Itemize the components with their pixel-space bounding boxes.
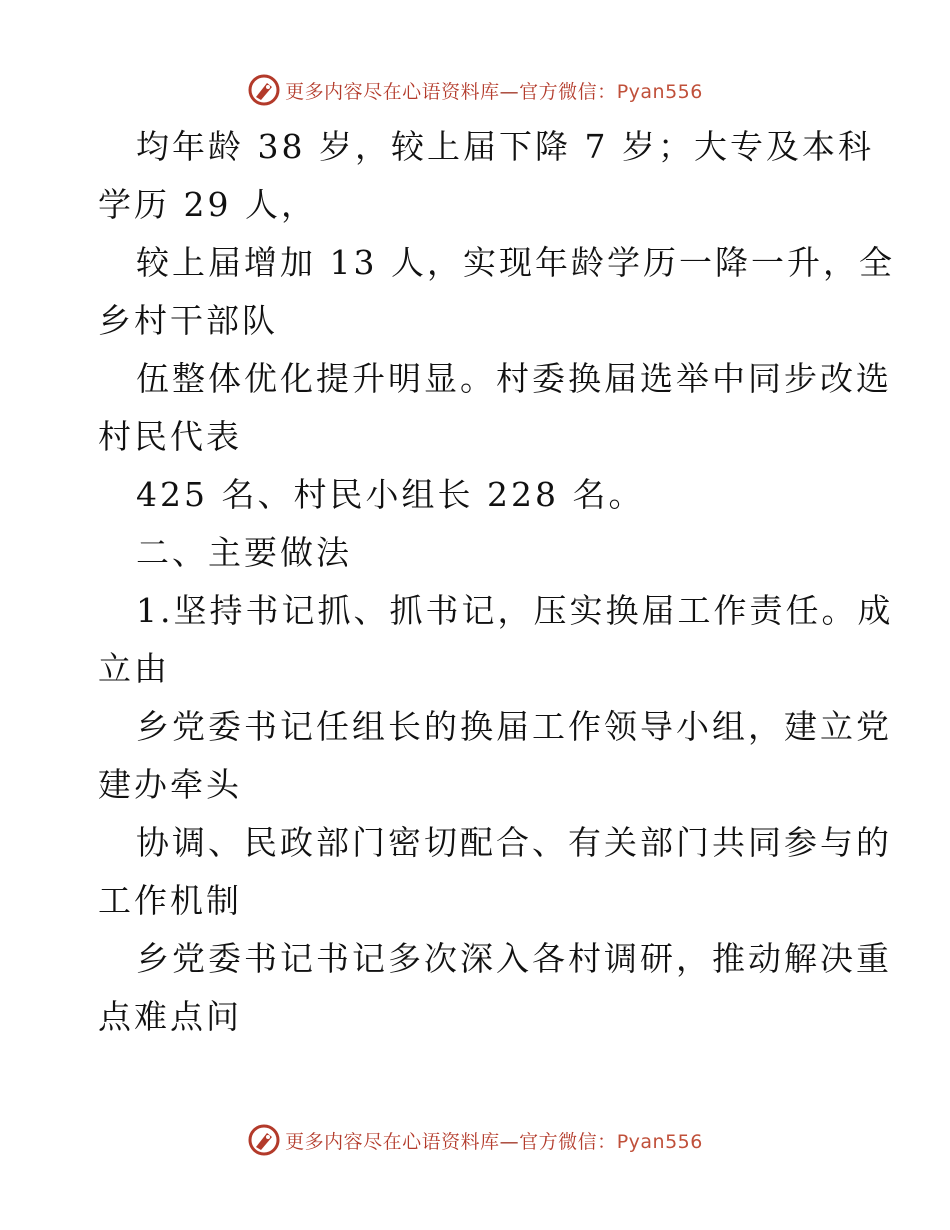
- section-heading-text: 二、主要做法: [136, 533, 352, 572]
- paragraph: [98, 234, 895, 350]
- paragraph: [98, 118, 874, 234]
- paragraph: [98, 466, 858, 524]
- watermark-dash: —: [499, 1130, 520, 1153]
- paragraph-continuation: 村民代表: [98, 417, 242, 456]
- paragraph-continuation: 立由: [98, 649, 170, 688]
- pen-nib-logo-icon: [247, 73, 281, 107]
- paragraph-line: 伍整体优化提升明显。村委换届选举中同步改选: [136, 359, 892, 398]
- paragraph: [98, 814, 892, 930]
- watermark-wechat-id: Pyan556: [616, 1130, 703, 1153]
- paragraph: [98, 930, 892, 1046]
- paragraph-continuation: 乡村干部队: [98, 301, 278, 340]
- footer-watermark: [0, 1120, 950, 1160]
- watermark-site-text: 更多内容尽在心语资料库: [285, 80, 500, 103]
- section-heading: [98, 524, 858, 582]
- watermark-wechat-id: Pyan556: [616, 80, 703, 103]
- paragraph-continuation: 点难点问: [98, 997, 242, 1036]
- paragraph-line: 1.坚持书记抓、抓书记，压实换届工作责任。成: [136, 591, 894, 630]
- watermark-text: [285, 77, 703, 104]
- watermark-text: [285, 1127, 703, 1154]
- paragraph: [98, 350, 892, 466]
- watermark-wechat-label: 官方微信：: [519, 80, 617, 103]
- paragraph-line: 较上届增加 13 人，实现年龄学历一降一升，全: [136, 243, 895, 282]
- paragraph: [98, 582, 894, 698]
- paragraph-line: 乡党委书记任组长的换届工作领导小组，建立党: [136, 707, 892, 746]
- paragraph-continuation: 建办牵头: [98, 765, 242, 804]
- paragraph-continuation: 学历 29 人，: [98, 185, 317, 224]
- watermark-dash: —: [499, 80, 520, 103]
- watermark-site-text: 更多内容尽在心语资料库: [285, 1130, 500, 1153]
- paragraph-line: 协调、民政部门密切配合、有关部门共同参与的: [136, 823, 892, 862]
- paragraph-line: 均年龄 38 岁，较上届下降 7 岁；大专及本科: [136, 127, 874, 166]
- paragraph: [98, 698, 892, 814]
- paragraph-line: 乡党委书记书记多次深入各村调研，推动解决重: [136, 939, 892, 978]
- document-body: [98, 118, 895, 1046]
- paragraph-line: 425 名、村民小组长 228 名。: [136, 475, 645, 514]
- pen-nib-logo-icon: [247, 1123, 281, 1157]
- header-watermark: [0, 70, 950, 110]
- paragraph-continuation: 工作机制: [98, 881, 242, 920]
- watermark-wechat-label: 官方微信：: [519, 1130, 617, 1153]
